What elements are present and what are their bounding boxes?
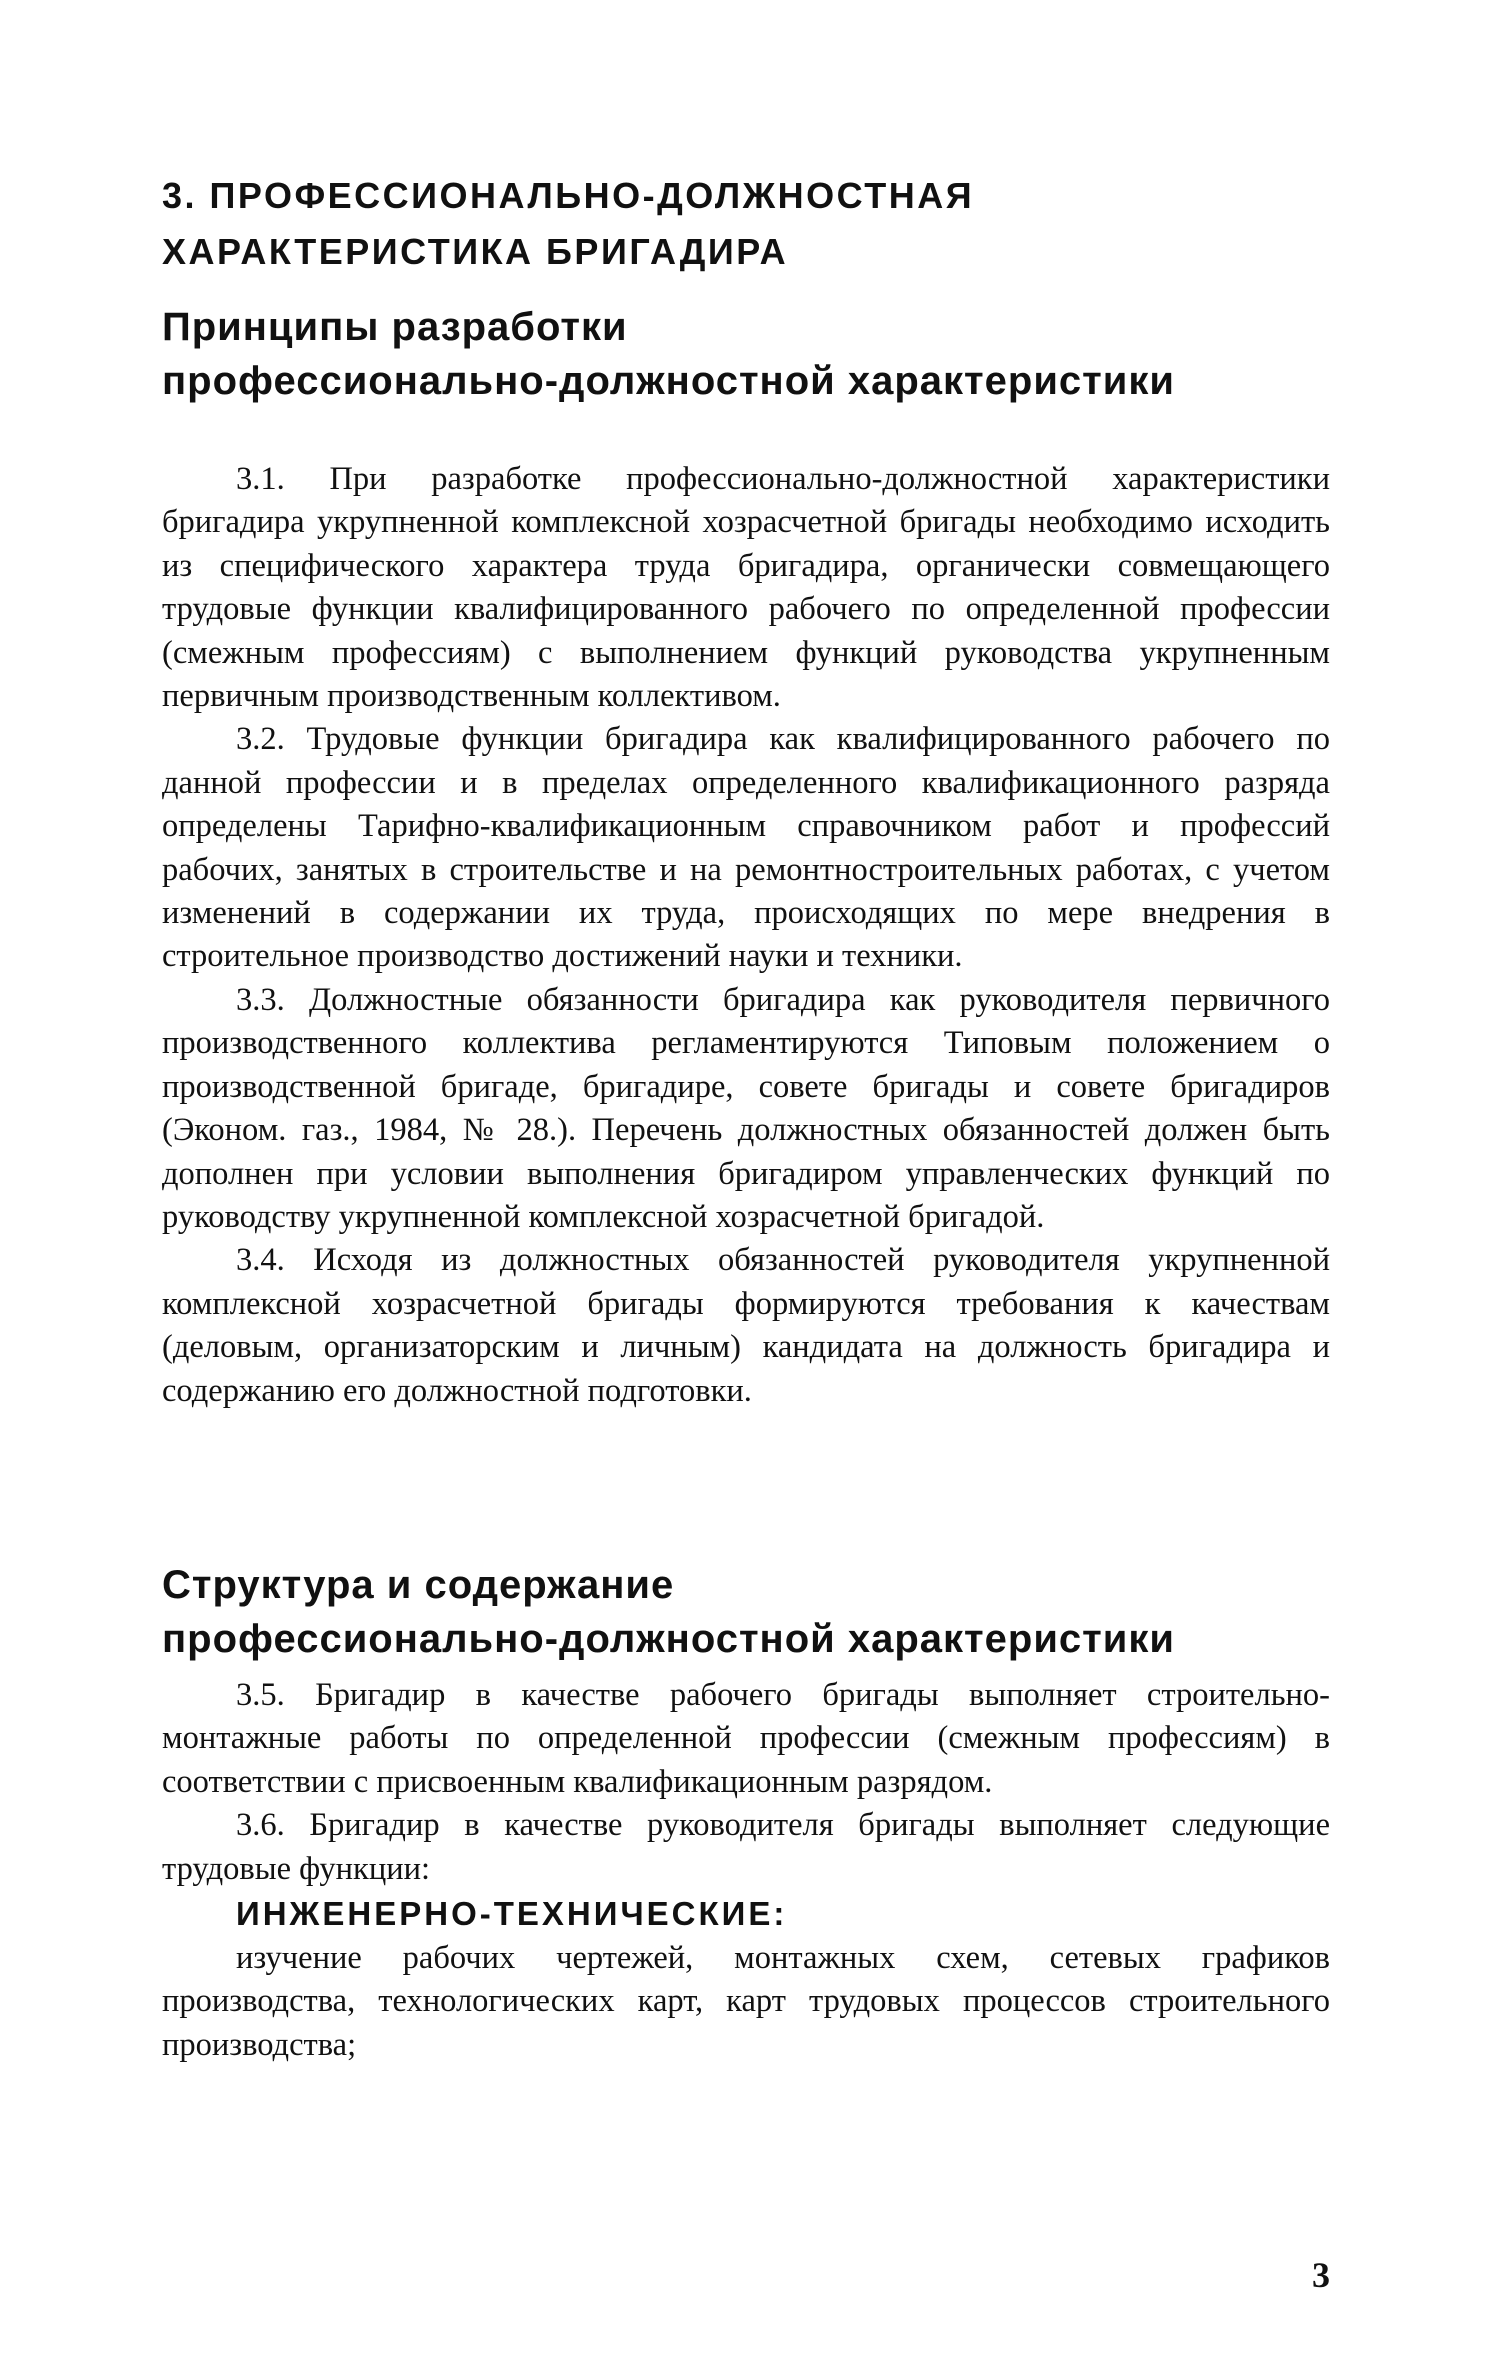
paragraph-3-3: 3.3. Должностные обязанности бригадира как руководителя первичного производственного коллектива регламентируются Типовым положением о производственной бригаде, бригадире, совете бригады и совете бригадиров (Эконом. газ., 1984, № 28.). Перечень должностных обязанностей должен быть дополнен при условии выполнения бригадиром управленческих функций по руководству укрупненной комплексной хозрасчетной бригадой. [162, 981, 1330, 1235]
section-body-principles [162, 458, 1330, 1413]
section-heading-principles-line-1: Принципы разработки [162, 305, 628, 349]
section-heading-structure-line-1: Структура и содержание [162, 1563, 675, 1607]
paragraph-3-1: 3.1. При разработке профессионально-должностной характеристики бригадира укрупненной комплексной хозрасчетной бригады необходимо исходить из специфического характера труда бригадира, органически совмещающего трудовые функции квалифицированного рабочего по определенной профессии (смежным профессиям) с выполнением функций руководства укрупненным первичным производственным коллективом. [162, 461, 1330, 715]
page-number: 3 [1312, 2255, 1330, 2295]
paragraph-3-4: 3.4. Исходя из должностных обязанностей руководителя укрупненной комплексной хозрасчетной бригады формируются требования к качествам (деловым, организаторским и личным) кандидата на должность бригадира и содержанию его должностной подготовки. [162, 1242, 1330, 1409]
paragraph-3-5: 3.5. Бригадир в качестве рабочего бригады выполняет строительно-монтажные работы по определенной профессии (смежным профессиям) в соответствии с присвоенным квалификационным разрядом. [162, 1677, 1330, 1800]
section-heading-principles [162, 300, 1330, 408]
chapter-title-line-1: 3. ПРОФЕССИОНАЛЬНО-ДОЛЖНОСТНАЯ [162, 175, 975, 216]
section-heading-principles-line-2: профессионально-должностной характеристики [162, 359, 1175, 403]
paragraph-3-6: 3.6. Бригадир в качестве руководителя бригады выполняет следующие трудовые функции: [162, 1807, 1330, 1887]
subheading-engineering-technical: ИНЖЕНЕРНО-ТЕХНИЧЕСКИЕ: [236, 1895, 788, 1933]
section-body-structure [162, 1674, 1330, 2067]
chapter-title-line-2: ХАРАКТЕРИСТИКА БРИГАДИРА [162, 231, 789, 272]
list-paragraph-drawings: изучение рабочих чертежей, монтажных схем, сетевых графиков производства, технологических карт, карт трудовых процессов строительного производства; [162, 1940, 1330, 2063]
section-heading-structure-line-2: профессионально-должностной характеристики [162, 1617, 1175, 1661]
chapter-title [162, 168, 1330, 280]
paragraph-3-2: 3.2. Трудовые функции бригадира как квалифицированного рабочего по данной профессии и в пределах определенного квалификационного разряда определены Тарифно-квалификационным справочником работ и профессий рабочих, занятых в строительстве и на ремонтностроительных работах, с учетом изменений в содержании их труда, происходящих по мере внедрения в строительное производство достижений науки и техники. [162, 721, 1330, 975]
section-heading-structure [162, 1558, 1330, 1666]
